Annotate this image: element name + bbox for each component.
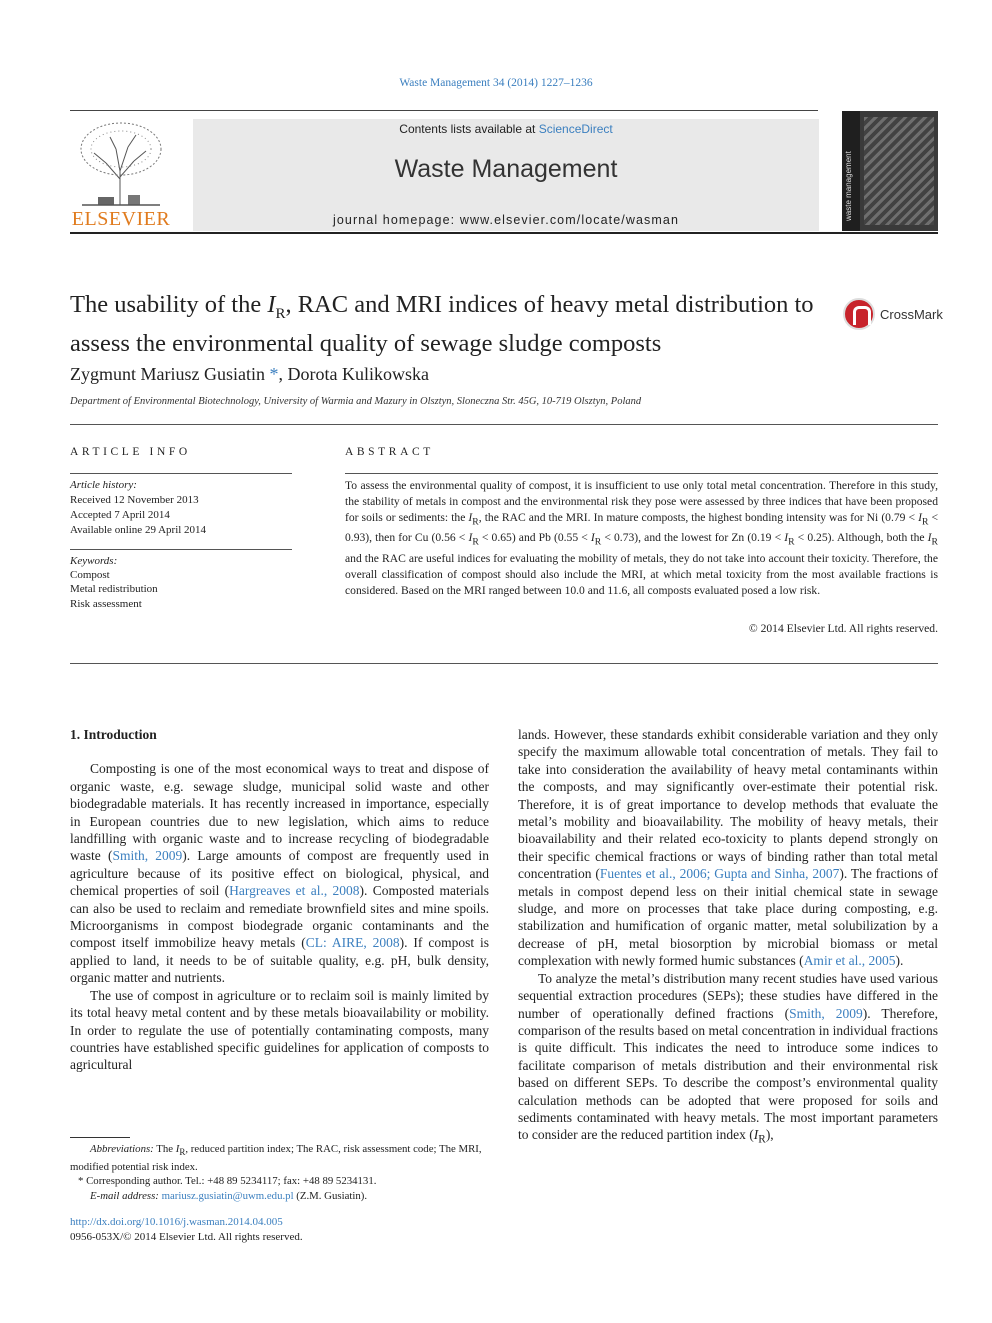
corresponding-author-link[interactable]: * (264, 364, 279, 384)
author-list (70, 364, 429, 385)
keyword: Risk assessment (70, 597, 142, 610)
author-name: Zygmunt Mariusz Gusiatin (70, 364, 265, 384)
author-name: Dorota Kulikowska (287, 364, 429, 384)
header-rule-bottom (70, 232, 938, 234)
elsevier-tree-icon (76, 119, 166, 207)
divider (70, 424, 938, 425)
keyword: Metal redistribution (70, 583, 158, 596)
corresponding-author-footnote: * Corresponding author. Tel.: +48 89 5234117; fax: +48 89 5234131. (78, 1175, 377, 1188)
abstract-heading: ABSTRACT (345, 446, 434, 458)
footnote-rule (70, 1137, 130, 1138)
abbreviations-footnote: Abbreviations: The $I_R$, reduced partition index; The RAC, risk assessment code; The MRI, modified potential risk index. (70, 1143, 482, 1173)
divider (70, 473, 292, 474)
accepted-date: Accepted 7 April 2014 (70, 509, 170, 521)
journal-name: Waste Management (394, 155, 618, 183)
article-info-heading: ARTICLE INFO (70, 446, 191, 458)
email-link[interactable]: mariusz.gusiatin@uwm.edu.pl (161, 1189, 294, 1202)
citation-link[interactable]: Fuentes et al., 2006; Gupta and Sinha, 2007 (599, 866, 840, 882)
online-date: Available online 29 April 2014 (70, 524, 207, 536)
citation-link[interactable]: Smith, 2009 (789, 1005, 863, 1021)
citation-link[interactable]: Smith, 2009 (112, 848, 183, 864)
contents-line (193, 122, 819, 136)
history-label: Article history: (70, 479, 137, 491)
homepage-url-link[interactable]: www.elsevier.com/locate/wasman (459, 213, 679, 227)
publisher-name: ELSEVIER (71, 208, 171, 230)
divider (345, 473, 938, 474)
body-paragraph: Composting is one of the most economical ways to treat and dispose of organic waste, e.g. sewage sludge, municipal solid waste and other biodegradable materials. It has recently increased in importance, especially in European countries due to new legislation, which aims to reduce landfilling with organic waste and to increase recycling of biodegradable waste (Smith, 2009). Large amounts of compost are frequently used in agriculture because of its positive effect on biological, physical, and chemical properties of soil (Hargreaves et al., 2008). Composted materials can also be used to reclaim and remediate brownfield sites and mine spoils. Microorganisms in compost biodegrade organic contaminants and the compost itself immobilize heavy metals (CL: AIRE, 2008). If compost is applied to land, it needs to be of suitable quality, e.g. pH, bulk density, organic matter and nutrients. (70, 761, 490, 986)
divider (70, 549, 292, 550)
section-heading: 1. Introduction (70, 727, 157, 742)
cover-artwork (864, 117, 934, 225)
header-rule-top (70, 110, 818, 111)
journal-header-band (193, 119, 819, 231)
author-separator: , (278, 364, 288, 384)
cover-title: waste management (844, 151, 853, 221)
issn-copyright: 0956-053X/© 2014 Elsevier Ltd. All rights reserved. (70, 1231, 303, 1243)
abstract-text: To assess the environmental quality of compost, it is insufficient to use only total metal concentration. Therefore in this study, the stability of metals in compost and the environmental risk they pose were assessed by three indices that have been proposed for soils or sediments: the $I_R$, the RAC and the MRI. In mature composts, the highest bonding intensity was for Ni $(0.79 < I_R < 0.93)$, then for Cu $(0.56 < I_R < 0.65)$ and Pb $(0.55 < I_R < 0.73)$, and the lowest for Zn $(0.19 < I_R < 0.25)$. Although, both the $I_R$ and the RAC are useful indices for evaluating the mobility of metals, they do not take into account their toxicity. Therefore, the overall classification of compost should also include the MRI, at which metal toxicity from the most available fractions is considered. Based on the MRI ranged between 10.0 and 11.6, all composts evaluated posed a low risk. (345, 479, 939, 597)
keywords-label: Keywords: (70, 555, 118, 567)
journal-cover-thumbnail[interactable] (842, 111, 938, 231)
received-date: Received 12 November 2013 (70, 494, 199, 506)
title-ir-subscript: R (275, 305, 286, 322)
abstract-copyright: © 2014 Elsevier Ltd. All rights reserved. (748, 622, 938, 635)
body-paragraph: lands. However, these standards exhibit considerable variation and they only specify the maximum allowable total concentration of metals. They fail to take into consideration the availability of heavy metal contaminants within the composts, and may significantly over-estimate their potential risk. Therefore, it is of great importance to develop methods that evaluate the metal’s mobility and bioavailability. The mobility of heavy metals, their bioavailability and their related eco-toxicity to plants depend strongly on their specific chemical fractions or ways of binding rather than total metal concentration (Fuentes et al., 2006; Gupta and Sinha, 2007). The fractions of metals in compost depend less on their initial chemical state in sewage sludge, and more on processes that take place during composting, e.g. stabilization and humification of organic matter, metal solubilization by a decrease of pH, metal biosorption by microbial biomass or metal complexation with newly formed humic substances (Amir et al., 2005). (518, 727, 938, 969)
citation-link[interactable]: Hargreaves et al., 2008 (229, 883, 360, 899)
footnotes (70, 1142, 489, 1204)
affiliation: Department of Environmental Biotechnology, University of Warmia and Mazury in Olsztyn, Sloneczna Str. 45G, 10-719 Olsztyn, Poland (70, 396, 642, 407)
body-paragraph: The use of compost in agriculture or to reclaim soil is mainly limited by its total heavy metal content and by these metals bioavailability or mobility. In order to regulate the use of potentially contaminating composts, many countries have established specific guidelines for application of composts to agricultural (70, 987, 489, 1073)
elsevier-logo[interactable] (70, 119, 172, 231)
sciencedirect-link[interactable]: ScienceDirect (538, 122, 613, 136)
journal-citation-link[interactable]: Waste Management 34 (2014) 1227–1236 (399, 77, 593, 89)
body-paragraph: To analyze the metal’s distribution many recent studies have used various sequential extraction procedures (SEPs); these studies have differed in the number of operationally defined fractions (Smith, 2009). Therefore, comparison of the results based on metal concentration in individual fractions is quite difficult. This indicates the need to introduce some indices to facilitate comparison of metals distribution and their environmental risk based on different SEPs. To describe the compost’s environmental quality calculation methods can be adopted that were proposed for soils and sediments contaminated with heavy metals. The most important parameters to consider are the reduced partition index $(I_R)$, (518, 970, 938, 1147)
divider (70, 663, 938, 664)
title-part: The usability of the (70, 291, 268, 318)
contents-prefix: Contents lists available at (399, 122, 539, 136)
crossmark-icon (843, 298, 875, 330)
homepage-prefix: journal homepage: (332, 213, 460, 227)
title-ir-symbol: I (267, 291, 276, 318)
email-footnote: E-mail address: mariusz.gusiatin@uwm.edu.pl (Z.M. Gusiatin). (90, 1189, 368, 1202)
body-column-right (518, 726, 938, 1149)
article-title (70, 290, 830, 359)
crossmark-label: CrossMark (880, 307, 943, 322)
journal-homepage (193, 213, 819, 227)
citation-link[interactable]: Amir et al., 2005 (803, 953, 896, 969)
body-column-left (70, 726, 489, 1074)
crossmark-button[interactable] (843, 298, 943, 334)
title-part: , RAC and MRI indices of heavy metal distribution to assess the environmental quality of sewage sludge composts (70, 291, 814, 357)
article-history (70, 478, 292, 538)
keywords (70, 554, 292, 611)
citation-link[interactable]: CL: AIRE, 2008 (305, 935, 400, 951)
keyword: Compost (70, 569, 110, 582)
doi-link[interactable]: http://dx.doi.org/10.1016/j.wasman.2014.04.005 (70, 1216, 283, 1228)
